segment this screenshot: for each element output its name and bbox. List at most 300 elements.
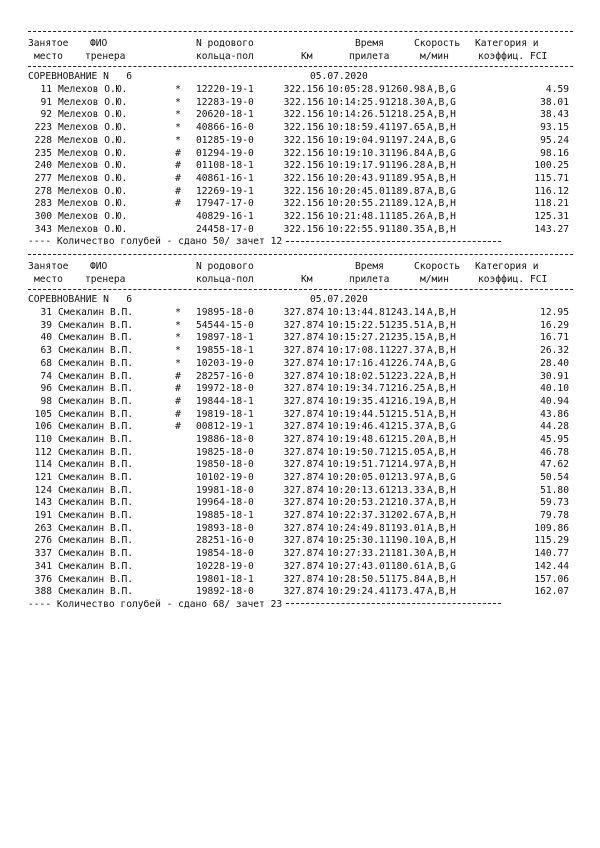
cell-fci-coefficient: 115.71 [534,172,569,184]
cell-ring-number: 01294-19-0 [196,147,254,159]
competition-line [28,294,573,307]
cell-speed: 1180.61 [385,560,426,572]
cell-ring-number: 19897-18-1 [196,332,254,344]
cell-place: 11 [40,84,52,96]
divider [28,31,573,32]
cell-distance-km: 327.874 [283,522,324,534]
header-place: Занятое [28,261,69,273]
cell-place: 31 [40,307,52,319]
cell-distance-km: 327.874 [283,319,324,331]
cell-distance-km: 322.156 [283,109,324,121]
cell-fci-coefficient: 116.12 [534,185,569,197]
header-time: Время [355,261,384,273]
cell-fci-coefficient: 157.06 [534,573,569,585]
summary-rule [286,603,501,604]
cell-category: A,B,H [427,433,456,445]
cell-distance-km: 322.156 [283,185,324,197]
header-name: ФИО [90,261,108,273]
cell-fci-coefficient: 16.29 [540,319,569,331]
table-row [28,472,573,485]
cell-arrival-time: 10:20:53.2 [327,497,385,509]
cell-ring-number: 10203-19-0 [196,357,254,369]
cell-fci-coefficient: 140.77 [534,548,569,560]
summary-text: ---- Количество голубей - сдано 50/ зачет 12 [28,236,283,248]
cell-speed: 1215.51 [385,408,426,420]
cell-trainer-name: Мелехов О.Ю. [58,134,128,146]
header-name-2: тренера [85,273,126,285]
cell-fci-coefficient: 45.95 [540,433,569,445]
cell-category: A,B,H [427,510,456,522]
cell-mark: # [175,421,181,433]
cell-speed: 1180.35 [385,223,426,235]
cell-trainer-name: Мелехов О.Ю. [58,109,128,121]
cell-trainer-name: Смекалин В.П. [58,535,134,547]
cell-place: 263 [34,522,52,534]
table-row [28,307,573,320]
cell-mark: * [175,96,181,108]
header-speed-2: м/мин [420,273,449,285]
table-row [28,320,573,333]
cell-trainer-name: Смекалин В.П. [58,497,134,509]
cell-category: A,B,H [427,383,456,395]
cell-speed: 1190.10 [385,535,426,547]
summary-line [28,599,573,612]
cell-category: A,B,G [427,357,456,369]
cell-ring-number: 10102-19-0 [196,472,254,484]
cell-arrival-time: 10:14:25.9 [327,96,385,108]
cell-category: A,B,G [427,84,456,96]
cell-category: A,B,H [427,307,456,319]
cell-category: A,B,H [427,223,456,235]
header-category-2: коэффиц. FCI [478,273,548,285]
cell-speed: 1227.37 [385,345,426,357]
cell-ring-number: 19850-18-0 [196,459,254,471]
cell-place: 223 [34,122,52,134]
cell-speed: 1173.47 [385,586,426,598]
cell-trainer-name: Смекалин В.П. [58,383,134,395]
cell-ring-number: 54544-15-0 [196,319,254,331]
cell-speed: 1260.98 [385,84,426,96]
cell-fci-coefficient: 12.95 [540,307,569,319]
header-speed: Скорость [414,261,461,273]
cell-trainer-name: Смекалин В.П. [58,522,134,534]
cell-place: 98 [40,395,52,407]
cell-trainer-name: Смекалин В.П. [58,319,134,331]
cell-place: 376 [34,573,52,585]
cell-mark: # [175,408,181,420]
cell-ring-number: 19981-18-0 [196,484,254,496]
competition-label: СОРЕВНОВАНИЕ N 6 [28,294,132,306]
cell-distance-km: 327.874 [283,548,324,560]
cell-distance-km: 322.156 [283,84,324,96]
cell-category: A,B,H [427,210,456,222]
cell-fci-coefficient: 51.80 [540,484,569,496]
cell-ring-number: 01285-19-0 [196,134,254,146]
cell-fci-coefficient: 118.21 [534,198,569,210]
cell-distance-km: 327.874 [283,345,324,357]
cell-place: 277 [34,172,52,184]
cell-trainer-name: Смекалин В.П. [58,459,134,471]
cell-trainer-name: Смекалин В.П. [58,332,134,344]
table-row [28,109,573,122]
header-name-2: тренера [85,50,126,62]
cell-category: A,B,G [427,421,456,433]
cell-place: 337 [34,548,52,560]
cell-place: 68 [40,357,52,369]
table-row [28,186,573,199]
cell-speed: 1216.25 [385,383,426,395]
cell-arrival-time: 10:13:44.8 [327,307,385,319]
cell-ring-number: 19892-18-0 [196,586,254,598]
table-row [28,459,573,472]
header-time-2: прилета [349,273,390,285]
cell-speed: 1235.15 [385,332,426,344]
cell-category: A,B,H [427,408,456,420]
cell-arrival-time: 10:19:48.6 [327,433,385,445]
cell-ring-number: 19819-18-1 [196,408,254,420]
cell-mark: * [175,357,181,369]
cell-category: A,B,H [427,345,456,357]
table-row [28,224,573,237]
cell-mark: * [175,109,181,121]
cell-place: 40 [40,332,52,344]
cell-category: A,B,H [427,548,456,560]
cell-ring-number: 12220-19-1 [196,84,254,96]
cell-arrival-time: 10:19:17.9 [327,160,385,172]
table-row [28,84,573,97]
cell-category: A,B,H [427,446,456,458]
cell-trainer-name: Смекалин В.П. [58,446,134,458]
cell-fci-coefficient: 50.54 [540,472,569,484]
cell-distance-km: 322.156 [283,134,324,146]
cell-category: A,B,H [427,319,456,331]
cell-arrival-time: 10:22:37.3 [327,510,385,522]
cell-arrival-time: 10:15:27.2 [327,332,385,344]
table-row [28,160,573,173]
divider [28,66,573,67]
cell-speed: 1181.30 [385,548,426,560]
cell-fci-coefficient: 16.71 [540,332,569,344]
column-header [28,38,573,63]
cell-distance-km: 322.156 [283,198,324,210]
cell-fci-coefficient: 38.43 [540,109,569,121]
header-place: Занятое [28,38,69,49]
cell-fci-coefficient: 26.32 [540,345,569,357]
cell-arrival-time: 10:19:34.7 [327,383,385,395]
cell-distance-km: 327.874 [283,395,324,407]
table-row [28,135,573,148]
cell-distance-km: 322.156 [283,122,324,134]
cell-speed: 1226.74 [385,357,426,369]
cell-place: 343 [34,223,52,235]
cell-speed: 1193.01 [385,522,426,534]
cell-mark: # [175,395,181,407]
cell-mark: # [175,383,181,395]
cell-distance-km: 327.874 [283,446,324,458]
cell-speed: 1213.97 [385,472,426,484]
cell-category: A,B,H [427,497,456,509]
cell-distance-km: 327.874 [283,497,324,509]
header-name: ФИО [90,38,108,49]
cell-ring-number: 12269-19-1 [196,185,254,197]
cell-mark: * [175,345,181,357]
results-table [28,307,573,599]
header-ring-2: кольца-пол [196,50,254,62]
cell-arrival-time: 10:19:50.7 [327,446,385,458]
cell-trainer-name: Смекалин В.П. [58,548,134,560]
cell-arrival-time: 10:19:10.3 [327,147,385,159]
table-row [28,345,573,358]
cell-fci-coefficient: 93.15 [540,122,569,134]
cell-arrival-time: 10:27:43.0 [327,560,385,572]
column-header [28,261,573,286]
table-row [28,122,573,135]
cell-fci-coefficient: 98.16 [540,147,569,159]
results-document [28,26,573,612]
cell-distance-km: 327.874 [283,586,324,598]
table-row [28,371,573,384]
cell-trainer-name: Смекалин В.П. [58,345,134,357]
cell-distance-km: 327.874 [283,421,324,433]
competition-line [28,71,573,84]
cell-arrival-time: 10:20:43.9 [327,172,385,184]
cell-arrival-time: 10:21:48.1 [327,210,385,222]
cell-mark: # [175,185,181,197]
cell-category: A,B,G [427,185,456,197]
cell-trainer-name: Мелехов О.Ю. [58,147,128,159]
header-time: Время [355,38,384,49]
cell-distance-km: 327.874 [283,370,324,382]
cell-category: A,B,H [427,484,456,496]
cell-category: A,B,H [427,172,456,184]
cell-category: A,B,H [427,198,456,210]
table-row [28,548,573,561]
cell-arrival-time: 10:22:55.9 [327,223,385,235]
table-row [28,332,573,345]
cell-fci-coefficient: 115.29 [534,535,569,547]
cell-place: 388 [34,586,52,598]
cell-place: 106 [34,421,52,433]
cell-trainer-name: Мелехов О.Ю. [58,84,128,96]
cell-mark: * [175,134,181,146]
summary-rule [286,241,501,242]
cell-fci-coefficient: 79.78 [540,510,569,522]
cell-trainer-name: Смекалин В.П. [58,560,134,572]
cell-speed: 1216.19 [385,395,426,407]
cell-trainer-name: Смекалин В.П. [58,395,134,407]
cell-arrival-time: 10:20:55.2 [327,198,385,210]
table-row [28,535,573,548]
table-row [28,211,573,224]
cell-trainer-name: Мелехов О.Ю. [58,185,128,197]
cell-mark: # [175,198,181,210]
cell-speed: 1210.37 [385,497,426,509]
cell-fci-coefficient: 95.24 [540,134,569,146]
cell-fci-coefficient: 109.86 [534,522,569,534]
cell-ring-number: 19972-18-0 [196,383,254,395]
competition-date: 05.07.2020 [310,294,368,306]
cell-ring-number: 17947-17-0 [196,198,254,210]
competition-date: 05.07.2020 [310,71,368,83]
cell-place: 92 [40,109,52,121]
cell-category: A,B,H [427,459,456,471]
cell-ring-number: 00812-19-1 [196,421,254,433]
cell-speed: 1218.30 [385,96,426,108]
cell-ring-number: 19855-18-1 [196,345,254,357]
header-place-2: место [34,273,63,285]
cell-ring-number: 20620-18-1 [196,109,254,121]
cell-fci-coefficient: 142.44 [534,560,569,572]
cell-ring-number: 19854-18-0 [196,548,254,560]
cell-mark: * [175,319,181,331]
cell-place: 300 [34,210,52,222]
table-row [28,485,573,498]
cell-place: 276 [34,535,52,547]
cell-distance-km: 322.156 [283,96,324,108]
cell-trainer-name: Смекалин В.П. [58,421,134,433]
cell-arrival-time: 10:05:28.9 [327,84,385,96]
cell-fci-coefficient: 4.59 [545,84,569,96]
cell-trainer-name: Смекалин В.П. [58,357,134,369]
cell-speed: 1196.28 [385,160,426,172]
cell-trainer-name: Мелехов О.Ю. [58,172,128,184]
table-row [28,198,573,211]
cell-trainer-name: Смекалин В.П. [58,484,134,496]
cell-place: 112 [34,446,52,458]
table-row [28,148,573,161]
cell-place: 91 [40,96,52,108]
cell-ring-number: 19893-18-0 [196,522,254,534]
cell-place: 114 [34,459,52,471]
cell-distance-km: 327.874 [283,332,324,344]
cell-speed: 1218.25 [385,109,426,121]
cell-category: A,B,H [427,586,456,598]
cell-ring-number: 40829-16-1 [196,210,254,222]
table-row [28,497,573,510]
cell-speed: 1175.84 [385,573,426,585]
table-row [28,523,573,536]
cell-place: 278 [34,185,52,197]
cell-category: A,B,G [427,147,456,159]
summary-line [28,236,573,249]
cell-ring-number: 24458-17-0 [196,223,254,235]
cell-trainer-name: Смекалин В.П. [58,370,134,382]
cell-place: 191 [34,510,52,522]
cell-fci-coefficient: 28.40 [540,357,569,369]
cell-arrival-time: 10:27:33.2 [327,548,385,560]
cell-category: A,B,H [427,522,456,534]
cell-place: 143 [34,497,52,509]
cell-place: 240 [34,160,52,172]
table-row [28,383,573,396]
results-table [28,84,573,236]
cell-arrival-time: 10:19:46.4 [327,421,385,433]
cell-distance-km: 327.874 [283,484,324,496]
cell-distance-km: 327.874 [283,408,324,420]
cell-place: 63 [40,345,52,357]
cell-place: 283 [34,198,52,210]
cell-category: A,B,H [427,370,456,382]
competition-label: СОРЕВНОВАНИЕ N 6 [28,71,132,83]
cell-speed: 1189.95 [385,172,426,184]
cell-category: A,B,G [427,96,456,108]
cell-distance-km: 327.874 [283,472,324,484]
cell-speed: 1197.24 [385,134,426,146]
table-row [28,173,573,186]
header-category: Категория и [475,38,539,49]
cell-fci-coefficient: 30.91 [540,370,569,382]
divider [28,289,573,290]
cell-trainer-name: Смекалин В.П. [58,307,134,319]
cell-mark: # [175,370,181,382]
table-row [28,586,573,599]
cell-fci-coefficient: 143.27 [534,223,569,235]
header-km: Км [301,50,313,62]
cell-trainer-name: Смекалин В.П. [58,586,134,598]
cell-speed: 1202.67 [385,510,426,522]
cell-mark: * [175,84,181,96]
cell-mark: # [175,147,181,159]
cell-distance-km: 327.874 [283,357,324,369]
cell-ring-number: 10228-19-0 [196,560,254,572]
cell-arrival-time: 10:24:49.8 [327,522,385,534]
cell-arrival-time: 10:19:35.4 [327,395,385,407]
cell-distance-km: 322.156 [283,147,324,159]
cell-mark: * [175,122,181,134]
cell-fci-coefficient: 125.31 [534,210,569,222]
cell-fci-coefficient: 40.10 [540,383,569,395]
cell-category: A,B,H [427,122,456,134]
cell-mark: * [175,332,181,344]
cell-arrival-time: 10:14:26.5 [327,109,385,121]
cell-place: 96 [40,383,52,395]
cell-distance-km: 327.874 [283,383,324,395]
cell-arrival-time: 10:19:04.9 [327,134,385,146]
cell-speed: 1243.14 [385,307,426,319]
cell-arrival-time: 10:15:22.5 [327,319,385,331]
header-ring: N родового [196,261,254,273]
cell-mark: # [175,172,181,184]
cell-fci-coefficient: 40.94 [540,395,569,407]
cell-place: 228 [34,134,52,146]
cell-speed: 1197.65 [385,122,426,134]
cell-speed: 1189.87 [385,185,426,197]
cell-mark: * [175,307,181,319]
cell-place: 110 [34,433,52,445]
cell-ring-number: 01108-18-1 [196,160,254,172]
cell-ring-number: 19886-18-0 [196,433,254,445]
cell-trainer-name: Мелехов О.Ю. [58,122,128,134]
cell-ring-number: 19885-18-1 [196,510,254,522]
table-row [28,396,573,409]
cell-place: 124 [34,484,52,496]
table-row [28,409,573,422]
table-row [28,421,573,434]
cell-fci-coefficient: 100.25 [534,160,569,172]
cell-distance-km: 327.874 [283,535,324,547]
cell-arrival-time: 10:25:30.1 [327,535,385,547]
cell-arrival-time: 10:20:13.6 [327,484,385,496]
cell-ring-number: 40866-16-0 [196,122,254,134]
cell-ring-number: 28251-16-0 [196,535,254,547]
header-km: Км [301,273,313,285]
cell-trainer-name: Смекалин В.П. [58,472,134,484]
cell-speed: 1215.20 [385,433,426,445]
cell-speed: 1215.05 [385,446,426,458]
cell-speed: 1235.51 [385,319,426,331]
cell-speed: 1189.12 [385,198,426,210]
cell-arrival-time: 10:18:02.5 [327,370,385,382]
